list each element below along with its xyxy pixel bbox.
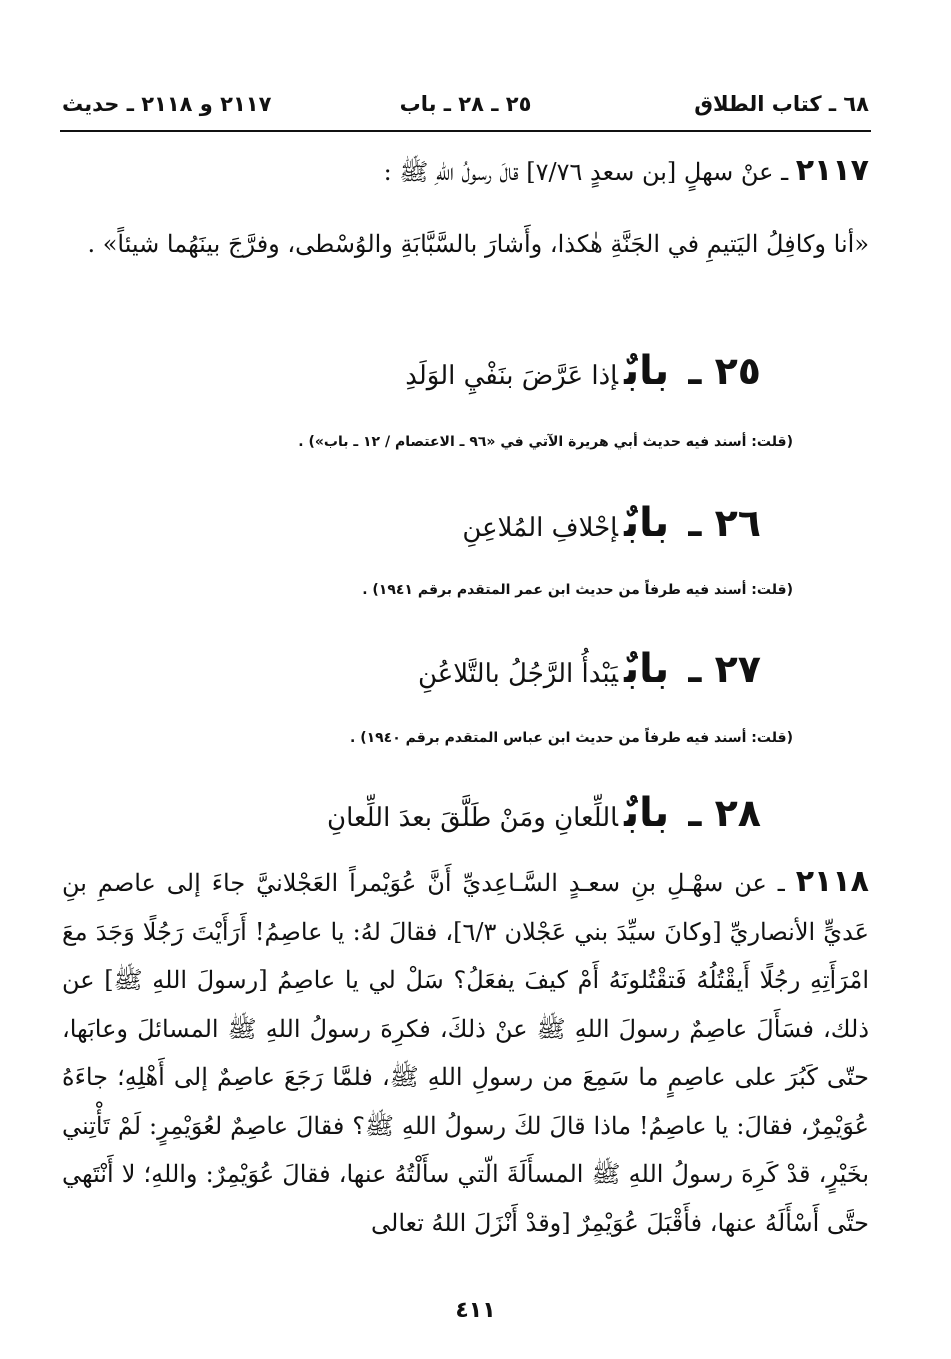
- chapter-note-26: (قلت: أسند فيه طرفاً من حديث ابن عمر المتقدم برقم ١٩٤١) .: [362, 582, 793, 598]
- chapter-title: إحْلافِ المُلاعِنِ: [462, 513, 619, 543]
- chapter-dash: ـ: [675, 349, 715, 393]
- chapter-heading-25: [62, 348, 761, 394]
- hadith-number: ٢١١٨: [795, 864, 869, 899]
- chapter-heading-26: [62, 500, 761, 546]
- hadith-number: ٢١١٧: [795, 153, 869, 188]
- chapter-number: ٢٥: [714, 349, 761, 393]
- chapter-dash: ـ: [675, 501, 715, 545]
- chapter-bab-word: بابٌ: [624, 348, 670, 394]
- chapter-title: إذا عَرَّضَ بنَفْيِ الوَلَدِ: [405, 361, 619, 391]
- chapter-number: ٢٨: [714, 791, 761, 835]
- chapter-note-25: (قلت: أسند فيه حديث أبي هريرة الآتي في «٩٦ ـ الاعتصام / ١٢ ـ باب») .: [298, 434, 793, 450]
- page-number: ٤١١: [455, 1298, 496, 1323]
- running-header: [62, 92, 869, 126]
- hadith-text: ـ عن سهْـلِ بنِ سعـدٍ السَّـاعِديِّ أَنَّ عُوَيْمراً العَجْلانيَّ جاءَ إلى عاصمِ بنِ عَديٍّ الأنصاريِّ [وكانَ سيِّدَ بني عَجْلان ٦/٣]، فقالَ لهُ: يا عاصِمُ! أَرَأَيْتَ رَجُلًا وَجَدَ معَ امْرَأَتِهِ رجُلًا أَيقْتُلُهُ فَتقْتُلونَهُ أَمْ كيفَ يفعَلُ؟ سَلْ لي يا عاصِمُ [رسولَ اللهِ ﷺ] عن ذلك، فسَأَلَ عاصِمٌ رسولَ اللهِ ﷺ عنْ ذلكَ، فكرِهَ رسولُ اللهِ ﷺ المسائلَ وعابَها، حتّى كَبُرَ على عاصِمٍ ما سَمِعَ من رسولِ اللهِ ﷺ، فلمَّا رَجَعَ عاصِمٌ إلى أَهْلِهِ؛ جاءَهُ عُوَيْمِرٌ، فقالَ: يا عاصِمُ! ماذا قالَ لكَ رسولُ اللهِ ﷺ؟ فقالَ عاصِمٌ لعُوَيْمِرٍ: لَمْ تَأْتِني بخَيْرٍ، قدْ كَرِهَ رسولُ اللهِ ﷺ المسأَلَةَ الّتي سأَلْتُهُ عنها، فقالَ عُوَيْمِرٌ: واللهِ؛ لا أَنْتَهي حتَّى أَسْأَلَهُ عنها، فأَقْبَلَ عُوَيْمِرٌ [وقدْ أَنْزَلَ اللهُ تعالى: [62, 869, 870, 1237]
- chapter-note-27: (قلت: أسند فيه طرفاً من حديث ابن عباس المتقدم برقم ١٩٤٠) .: [350, 730, 793, 746]
- chapter-dash: ـ: [675, 647, 715, 691]
- chapter-heading-27: [62, 646, 761, 692]
- chapter-heading-28: [62, 790, 761, 836]
- hadith-2117-intro: [62, 150, 869, 193]
- header-hadith-range: ٢١١٧ و ٢١١٨ ـ حديث: [62, 92, 272, 116]
- chapter-number: ٢٧: [714, 647, 761, 691]
- chapter-title: يَبْدأُ الرَّجُلُ بالتَّلاعُنِ: [418, 659, 619, 689]
- chapter-bab-word: بابٌ: [624, 646, 670, 692]
- header-rule: [60, 130, 871, 132]
- chapter-bab-word: بابٌ: [624, 790, 670, 836]
- hadith-intro: ـ عنْ سهلٍ [بن سعدٍ ٧/٧٦] قالَ رسولُ اللهِ ﷺ :: [383, 158, 796, 186]
- chapter-bab-word: بابٌ: [624, 500, 670, 546]
- chapter-dash: ـ: [675, 791, 715, 835]
- chapter-title: اللِّعانِ ومَنْ طَلَّقَ بعدَ اللِّعانِ: [327, 803, 619, 833]
- header-chapter-range: ٢٥ ـ ٢٨ ـ باب: [399, 92, 532, 116]
- header-book-title: ٦٨ ـ كتاب الطلاق: [694, 92, 869, 116]
- hadith-2118: [62, 858, 869, 1247]
- chapter-number: ٢٦: [714, 501, 761, 545]
- hadith-2117-text: «أنا وكافِلُ اليَتيمِ في الجَنَّةِ هٰكذا، وأَشارَ بالسَّبَّابَةِ والوُسْطى، وفرَّجَ بينَهُما شيئاً» .: [87, 230, 869, 258]
